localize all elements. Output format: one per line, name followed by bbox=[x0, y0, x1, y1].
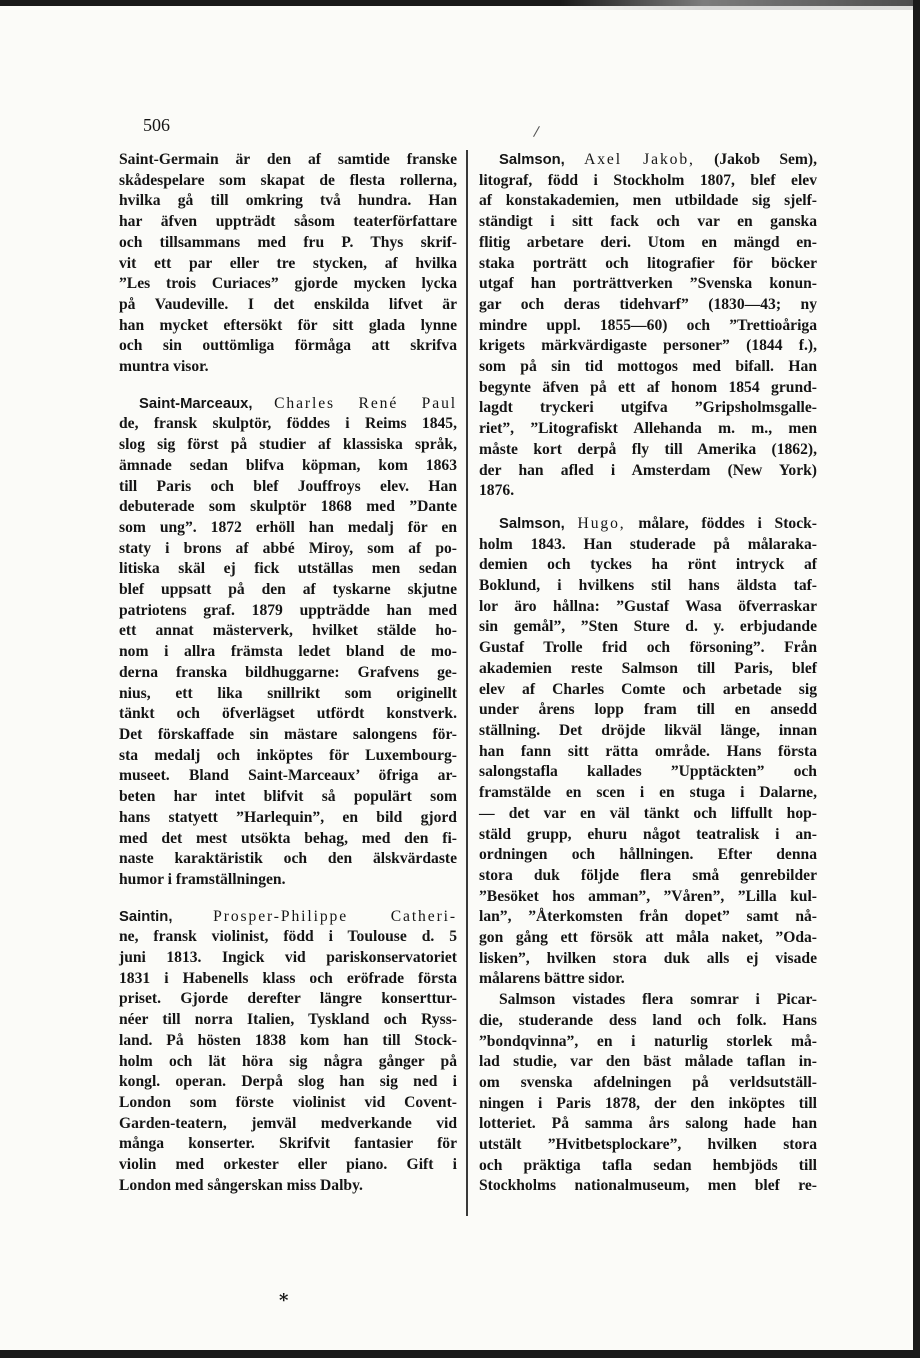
text-line: mindre uppl. 1855—60) och ”Trettioåriga bbox=[479, 316, 817, 334]
text-line: riet”, ”Litografiskt Allehanda m. m., men bbox=[479, 420, 817, 438]
text-line: stora duk följde flera små genrebilder bbox=[479, 866, 817, 884]
text-line: som på sin tid mottogos med bifall. Han bbox=[479, 358, 817, 376]
text-line: kongl. operan. Derpå slog han sig ned i bbox=[119, 1073, 457, 1091]
text-line: ningen i Paris 1878, der den inköptes till bbox=[479, 1094, 817, 1112]
text-line: han fann sitt rätta område. Hans första bbox=[479, 742, 817, 760]
text-line: till Paris och blef Jouffroys elev. Han bbox=[119, 477, 457, 495]
text-line: på Vaudeville. I det enskilda lifvet är bbox=[119, 295, 457, 313]
text-line: framstälde en scen i en stuga i Dalarne, bbox=[479, 784, 817, 802]
text-line: Stockholms nationalmuseum, men blef re- bbox=[479, 1177, 817, 1195]
text-line: målarens bättre sidor. bbox=[479, 970, 625, 988]
text-line: har äfven uppträdt såsom teaterförfattare bbox=[119, 213, 457, 231]
text-line: med det mest utsökta behag, med den fi- bbox=[119, 829, 457, 847]
text-line: nius, ett lika snillrikt som originellt bbox=[119, 684, 457, 702]
entry-salmson-axel bbox=[479, 150, 817, 502]
text-line: ne, fransk violinist, född i Toulouse d. 5 bbox=[119, 928, 457, 946]
text-line: de, fransk skulptör, föddes i Reims 1845, bbox=[119, 415, 457, 433]
text-line: beten har intet blifvit så populärt som bbox=[119, 788, 457, 806]
text-line: akademien reste Salmson till Paris, blef bbox=[479, 659, 817, 677]
entry-headword: Saint-Marceaux, bbox=[139, 395, 253, 412]
text-line: ordningen och hållningen. Efter denna bbox=[479, 846, 817, 864]
text-line: blef uppsatt på den af tyskarne skjutne bbox=[119, 581, 457, 599]
text-line: lor äro hållna: ”Gustaf Wasa öfverraskar bbox=[479, 597, 817, 615]
text-line: vit ett par eller tre stycken, af hvilka bbox=[119, 254, 457, 272]
text-line: violin med orkester eller piano. Gift i bbox=[119, 1156, 457, 1174]
text-line: staty i brons af abbé Miroy, som af po- bbox=[119, 539, 457, 557]
text-line: och präktiga tafla sedan hembjöds till bbox=[479, 1156, 817, 1174]
entry-saintin bbox=[119, 907, 457, 1197]
text-line: elev af Charles Comte och arbetade sig bbox=[479, 680, 817, 698]
text-line: demien och tyckes ha rönt intryck af bbox=[479, 556, 817, 574]
text-line: gar och deras tidehvarf” (1830—43; ny bbox=[479, 295, 817, 313]
entry-names: Charles René Paul bbox=[274, 394, 457, 412]
text-line: lagdt tryckeri utgifva ”Gripsholmsgalle- bbox=[479, 399, 817, 417]
text-line: ”Besöket hos amman”, ”Våren”, ”Lilla kul- bbox=[479, 887, 817, 905]
text-line: holm och lät höra sig några gånger på bbox=[119, 1052, 457, 1070]
text-line: ”Les trois Curiaces” gjorde mycken lycka bbox=[119, 275, 457, 293]
text-line: och tillsammans med fru P. Thys skrif- bbox=[119, 233, 457, 251]
text-line: salongstafla kallades ”Upptäckten” och bbox=[479, 763, 817, 781]
text-line: humor i framställningen. bbox=[119, 870, 286, 888]
text-line: Garden-teatern, jemväl medverkande vid bbox=[119, 1114, 457, 1132]
text-line: 1876. bbox=[479, 482, 515, 500]
text-line: begynte äfven på ett af honom 1854 grund- bbox=[479, 378, 817, 396]
text-line: London med sångerskan miss Dalby. bbox=[119, 1176, 363, 1194]
text-line: ämnade sedan blifva köpman, kom 1863 bbox=[119, 456, 457, 474]
text-line: många konserter. Skrifvit fantasier för bbox=[119, 1135, 457, 1153]
text-line: lan”, ”Återkomsten från dopet” samt nå- bbox=[479, 908, 817, 926]
entry-names: Prosper-Philippe Catheri- bbox=[213, 907, 457, 925]
text-line: litiska skäl ej fick utställas men sedan bbox=[119, 560, 457, 578]
text-line: skådespelare som skapat de flesta rollerna, bbox=[119, 171, 457, 189]
text-line: land. På hösten 1838 kom han till Stock- bbox=[119, 1031, 457, 1049]
text-line: om svenska afdelningen på verldsutställ- bbox=[479, 1073, 817, 1091]
text-line: Boklund, i hvilkens stil hans äldsta taf- bbox=[479, 577, 817, 595]
entry-heading-line bbox=[479, 514, 817, 535]
text-line: Salmson vistades flera somrar i Picar- bbox=[499, 991, 817, 1009]
right-column bbox=[479, 150, 817, 1197]
text-line: litograf, född i Stockholm 1807, blef elev bbox=[479, 171, 817, 189]
text-line: som ung”. 1872 erhöll han medalj för en bbox=[119, 518, 457, 536]
text-line: priset. Gjorde derefter längre konserttur- bbox=[119, 990, 457, 1008]
text-line: krigets märkvärdigaste personer” (1844 f.), bbox=[479, 337, 817, 355]
text-line: under årens lopp fram till en ansedd bbox=[479, 701, 817, 719]
entry-heading-line bbox=[119, 394, 457, 415]
text-line: lotteriet. På samma års salong hade han bbox=[479, 1115, 817, 1133]
entry-heading-line bbox=[119, 907, 457, 928]
text-line: naste karaktäristik och den älskvärdaste bbox=[119, 850, 457, 868]
entry-heading-rest: (Jakob Sem), bbox=[714, 151, 817, 168]
text-line: sin gemål”, ”Sten Sture d. y. erbjudande bbox=[479, 618, 817, 636]
text-line: holm 1843. Han studerade på målaraka- bbox=[479, 535, 817, 553]
text-line: patriotens graf. 1879 uppträdde han med bbox=[119, 601, 457, 619]
entry-headword: Salmson, bbox=[499, 152, 565, 168]
column-divider bbox=[466, 150, 468, 1216]
entry-headword: Salmson, bbox=[499, 515, 565, 532]
text-line: muntra visor. bbox=[119, 358, 209, 376]
entry-names: Hugo, bbox=[577, 514, 626, 532]
stray-mark: / bbox=[532, 123, 541, 141]
text-line: utstält ”Hvitbetsplockare”, hvilken stora bbox=[479, 1136, 817, 1154]
text-line: han mycket eftersökt för sitt glada lynne bbox=[119, 316, 457, 334]
text-line: sta medalj och inköptes för Luxembourg- bbox=[119, 746, 457, 764]
text-line: och sin outtömliga förmåga att skrifva bbox=[119, 337, 457, 355]
text-line: gon gång ett försök att måla naket, ”Oda- bbox=[479, 929, 817, 947]
text-line: derna franska bildhuggarne: Grafvens ge- bbox=[119, 663, 457, 681]
entry-heading-line bbox=[479, 150, 817, 171]
text-line: 1831 i Habenells klass och eröfrade första bbox=[119, 969, 457, 987]
text-line: lisken”, hvilken stora duk alls ej visade bbox=[479, 949, 817, 967]
entry-names: Axel Jakob, bbox=[584, 151, 695, 168]
entry-saint-marceaux bbox=[119, 394, 457, 891]
text-line: Saint-Germain är den af samtide franske bbox=[119, 151, 457, 168]
text-line: museet. Bland Saint-Marceaux’ öfriga ar- bbox=[119, 767, 457, 785]
text-line: stäld grupp, ehuru något teatralisk i an- bbox=[479, 825, 817, 843]
text-line: hans statyett ”Harlequin”, en bild gjord bbox=[119, 808, 457, 826]
text-line: staka porträtt och litografier för böcker bbox=[479, 254, 817, 272]
scan-border-bottom bbox=[0, 1350, 920, 1358]
text-line: ett annat mästerverk, hvilket stälde ho- bbox=[119, 622, 457, 640]
left-column bbox=[119, 150, 457, 1196]
text-line: London som förste violinist vid Covent- bbox=[119, 1093, 457, 1111]
text-line: lad studie, var den bäst målade taflan in- bbox=[479, 1053, 817, 1071]
text-line: ställning. Det dröjde likväl länge, innan bbox=[479, 721, 817, 739]
text-line: Gustaf Trolle frid och försoning”. Från bbox=[479, 639, 817, 657]
text-line: af konstakademien, men utbildade sig sjelf- bbox=[479, 192, 817, 210]
entry-headword: Saintin, bbox=[119, 908, 173, 925]
text-line: nom i allra främsta ledet bland de mo- bbox=[119, 643, 457, 661]
intro-paragraph bbox=[119, 150, 457, 378]
scan-border-right bbox=[913, 0, 920, 1358]
text-line: debuterade som skulptör 1868 med ”Dante bbox=[119, 498, 457, 516]
text-line: der han afled i Amsterdam (New York) bbox=[479, 461, 817, 479]
text-line: — det var en väl tänkt och liffullt hop- bbox=[479, 804, 817, 822]
text-line: néer till norra Italien, Tyskland och Ryss- bbox=[119, 1011, 457, 1029]
scan-border-shadow bbox=[560, 0, 920, 10]
text-line: ständigt i sitt fack och var en ganska bbox=[479, 213, 817, 231]
entry-heading-rest: målare, föddes i Stock- bbox=[638, 514, 817, 532]
text-line: die, studerande dess land och folk. Hans bbox=[479, 1011, 817, 1029]
text-line: flitig arbetare deri. Utom en mängd en- bbox=[479, 233, 817, 251]
text-line: utgaf han porträttverken ”Svenska konun- bbox=[479, 275, 817, 293]
text-line: slog sig först på studier af klassiska språk, bbox=[119, 436, 457, 454]
page-number: 506 bbox=[143, 115, 170, 135]
footer-mark: * bbox=[279, 1290, 289, 1311]
text-line: juni 1813. Ingick vid pariskonservatoriet bbox=[119, 949, 457, 967]
entry-salmson-hugo bbox=[479, 514, 817, 1197]
text-line: tänkt och öfverlägset utfördt konstverk. bbox=[119, 705, 457, 723]
text-line: måste kort derpå fly till Amerika (1862), bbox=[479, 440, 817, 458]
text-line: Det förskaffade sin mästare salongens för- bbox=[119, 725, 457, 743]
text-line: ”bondqvinna”, en i naturlig storlek må- bbox=[479, 1032, 817, 1050]
text-line: hvilka gå till omkring två hundra. Han bbox=[119, 192, 457, 210]
